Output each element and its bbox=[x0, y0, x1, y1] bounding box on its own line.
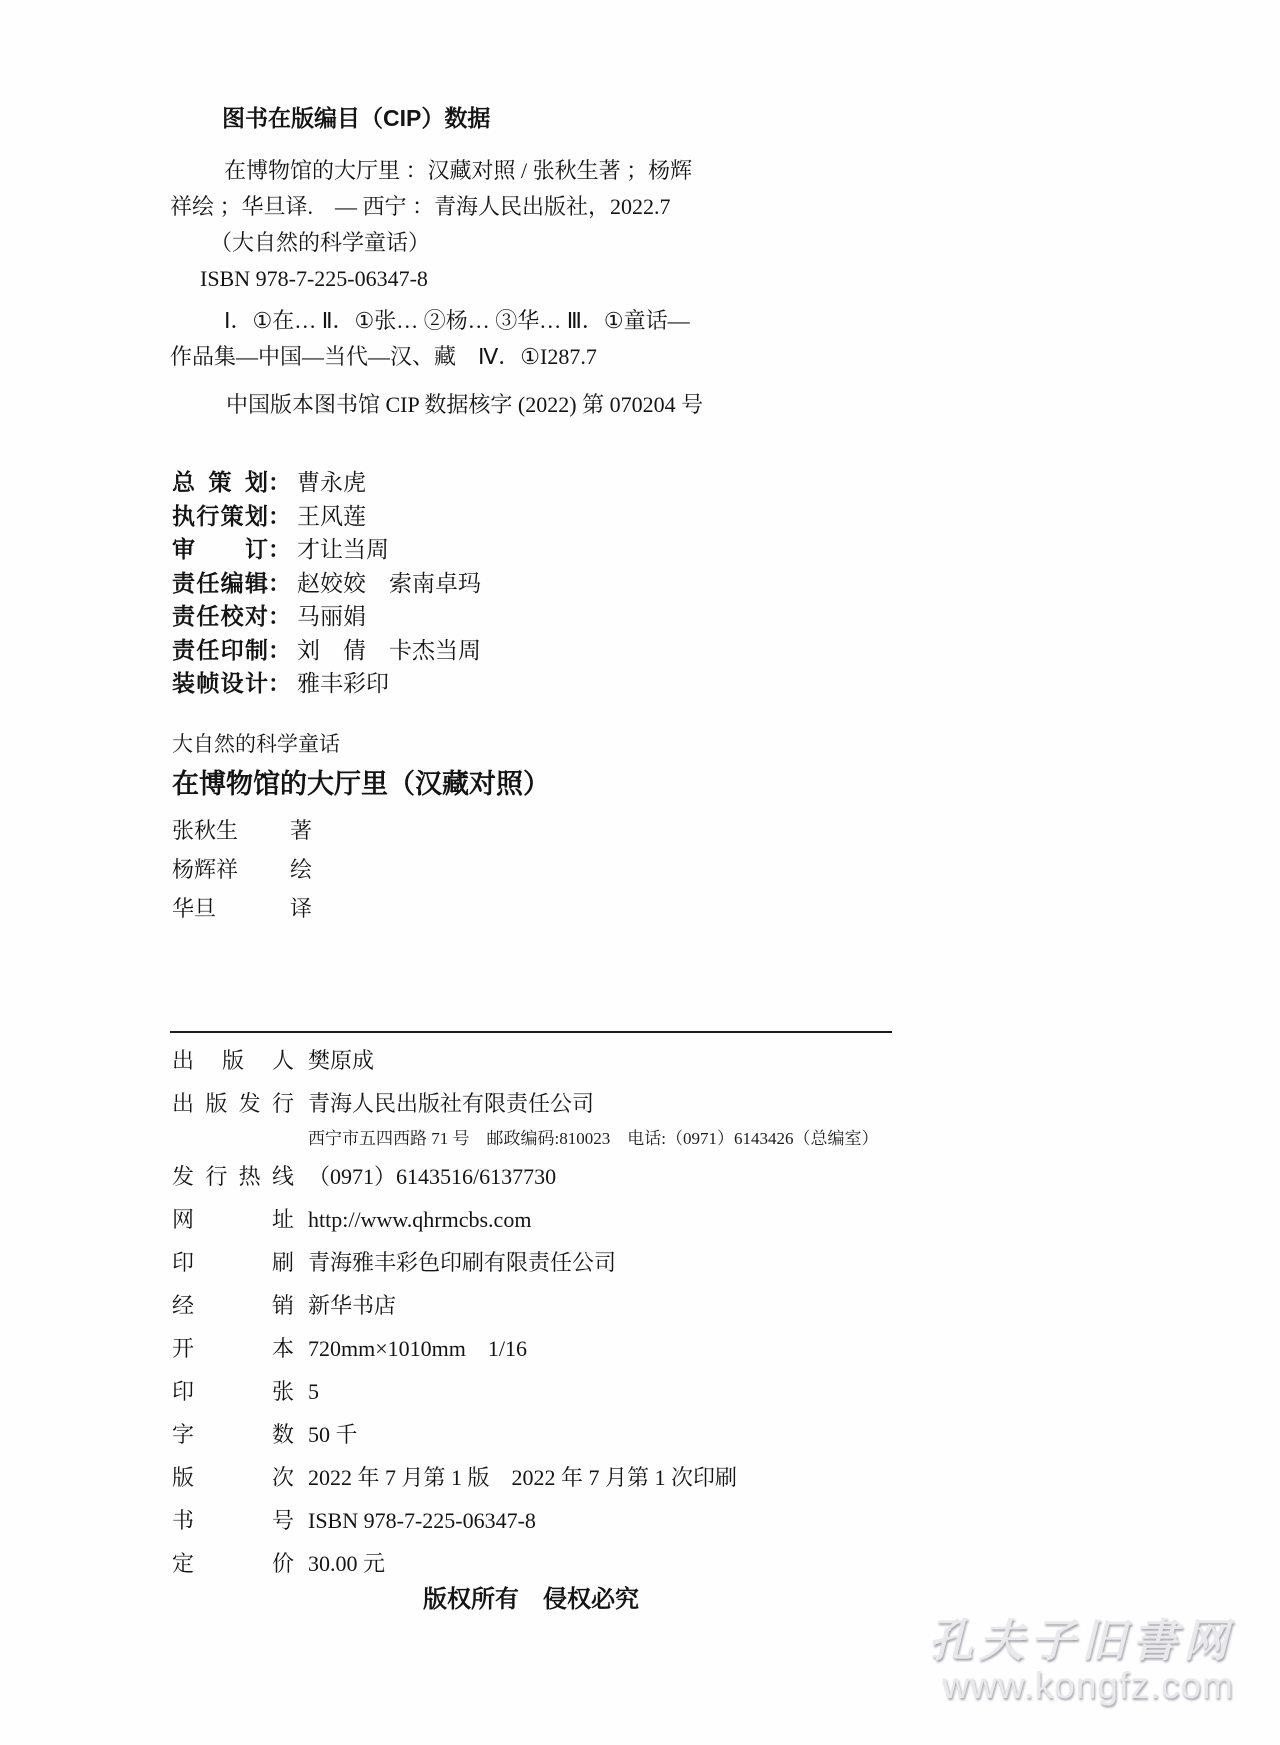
staff-value: 曹永虎 bbox=[297, 470, 366, 495]
pub-value: 720mm×1010mm 1/16 bbox=[308, 1336, 527, 1361]
staff-value: 赵姣姣 索南卓玛 bbox=[297, 570, 481, 596]
pub-value: 青海雅丰彩色印刷有限责任公司 bbox=[308, 1250, 617, 1275]
staff-row-print-supervisor bbox=[172, 634, 481, 668]
pub-row-isbn bbox=[172, 1506, 902, 1536]
cip-class-line-1: Ⅰ．①在… Ⅱ．①张… ②杨… ③华… Ⅲ．①童话— bbox=[224, 308, 690, 333]
pub-label: 开本 bbox=[172, 1336, 294, 1361]
pub-label: 发行热线 bbox=[172, 1164, 294, 1189]
staff-label: 审订： bbox=[172, 536, 291, 562]
cip-record-line-2: 祥绘 ；华旦译. — 西宁 ：青海人民出版社，2022.7 bbox=[170, 194, 671, 219]
pub-row-format bbox=[172, 1334, 902, 1364]
credit-name: 杨辉祥 bbox=[172, 857, 239, 882]
title-block bbox=[172, 733, 550, 928]
series-title: 大自然的科学童话 bbox=[172, 733, 340, 756]
credits bbox=[172, 811, 550, 928]
staff-value: 雅丰彩印 bbox=[297, 671, 389, 696]
staff-value: 王风莲 bbox=[297, 503, 366, 529]
pub-row-hotline bbox=[172, 1162, 902, 1192]
staff-value: 刘 倩 卡杰当周 bbox=[297, 637, 481, 663]
pub-label: 出版发行 bbox=[172, 1091, 294, 1116]
cip-class-line-2: 作品集—中国—当代—汉、藏 Ⅳ．①I287.7 bbox=[170, 344, 597, 369]
kongfz-watermark bbox=[928, 1616, 1234, 1706]
staff-label: 责任编辑： bbox=[172, 569, 291, 596]
staff-block bbox=[172, 466, 481, 701]
pub-value: 30.00 元 bbox=[308, 1551, 386, 1576]
credit-role: 译 bbox=[290, 896, 313, 921]
pub-value: 樊原成 bbox=[308, 1048, 375, 1073]
pub-label: 经销 bbox=[172, 1293, 294, 1318]
publisher-address-note: 西宁市五四西路 71 号 邮政编码:810023 电话:（0971）6143426（总编室） bbox=[308, 1129, 879, 1148]
credit-row-author bbox=[172, 811, 550, 850]
pub-row-wordcount bbox=[172, 1420, 902, 1450]
pub-value: ISBN 978-7-225-06347-8 bbox=[308, 1508, 536, 1533]
publication-block bbox=[172, 1046, 902, 1592]
staff-label: 总策划： bbox=[172, 469, 291, 495]
cip-series-line: （大自然的科学童话） bbox=[210, 230, 431, 255]
divider-rule bbox=[170, 1031, 892, 1033]
pub-label: 印刷 bbox=[172, 1250, 294, 1275]
pub-label: 印张 bbox=[172, 1379, 294, 1404]
pub-label: 版次 bbox=[172, 1465, 294, 1490]
pub-value: 5 bbox=[308, 1379, 319, 1404]
staff-label: 装帧设计： bbox=[172, 670, 291, 696]
credit-role: 绘 bbox=[290, 857, 313, 882]
credit-name: 张秋生 bbox=[172, 818, 239, 843]
credit-role: 著 bbox=[290, 818, 313, 843]
staff-value: 马丽娟 bbox=[297, 604, 366, 629]
staff-row-reviewer bbox=[172, 533, 481, 567]
cip-block bbox=[170, 103, 910, 423]
pub-row-price bbox=[172, 1549, 902, 1579]
pub-value: （0971）6143516/6137730 bbox=[308, 1164, 557, 1189]
staff-row-proofreader bbox=[172, 600, 481, 634]
cip-heading: 图书在版编目（CIP）数据 bbox=[222, 105, 491, 131]
copyright-notice: 版权所有 侵权必究 bbox=[423, 1586, 639, 1613]
pub-row-website bbox=[172, 1205, 902, 1235]
pub-value: 青海人民出版社有限责任公司 bbox=[308, 1091, 595, 1116]
pub-value: http://www.qhrmcbs.com bbox=[308, 1207, 532, 1232]
staff-row-chief-planner bbox=[172, 466, 481, 500]
cip-classification bbox=[170, 303, 910, 375]
pub-row-printer bbox=[172, 1248, 902, 1278]
credit-row-translator bbox=[172, 889, 550, 928]
staff-label: 责任校对： bbox=[172, 603, 291, 629]
credit-row-illustrator bbox=[172, 850, 550, 889]
pub-value: 新华书店 bbox=[308, 1293, 397, 1318]
pub-row-sheets bbox=[172, 1377, 902, 1407]
pub-value: 2022 年 7 月第 1 版 2022 年 7 月第 1 次印刷 bbox=[308, 1465, 738, 1490]
pub-label: 网址 bbox=[172, 1207, 294, 1232]
staff-value: 才让当周 bbox=[297, 537, 389, 562]
book-title: 在博物馆的大厅里（汉藏对照） bbox=[172, 769, 550, 799]
cip-isbn-line: ISBN 978-7-225-06347-8 bbox=[200, 266, 428, 291]
pub-row-distributor bbox=[172, 1291, 902, 1321]
staff-label: 执行策划： bbox=[172, 502, 291, 529]
credit-name: 华旦 bbox=[172, 896, 217, 921]
watermark-url-text: www.kongfz.com bbox=[942, 1664, 1234, 1706]
staff-row-designer bbox=[172, 667, 481, 701]
pub-row-publisher bbox=[172, 1089, 902, 1119]
pub-label: 书号 bbox=[172, 1508, 294, 1533]
pub-label: 出版人 bbox=[172, 1048, 294, 1073]
staff-row-editor bbox=[172, 567, 481, 601]
cip-registry-line: 中国版本图书馆 CIP 数据核字 (2022) 第 070204 号 bbox=[226, 392, 704, 417]
watermark-logo-text: 孔夫子旧書网 bbox=[927, 1614, 1234, 1667]
pub-value: 50 千 bbox=[308, 1422, 358, 1447]
pub-label: 字数 bbox=[172, 1422, 294, 1447]
pub-label: 定价 bbox=[172, 1551, 294, 1576]
staff-row-exec-planner bbox=[172, 500, 481, 534]
pub-row-publisher-person bbox=[172, 1046, 902, 1076]
staff-label: 责任印制： bbox=[172, 636, 291, 663]
cip-record-line-1: 在博物馆的大厅里 ：汉藏对照 / 张秋生著 ；杨辉 bbox=[224, 158, 693, 183]
pub-row-edition bbox=[172, 1463, 902, 1493]
